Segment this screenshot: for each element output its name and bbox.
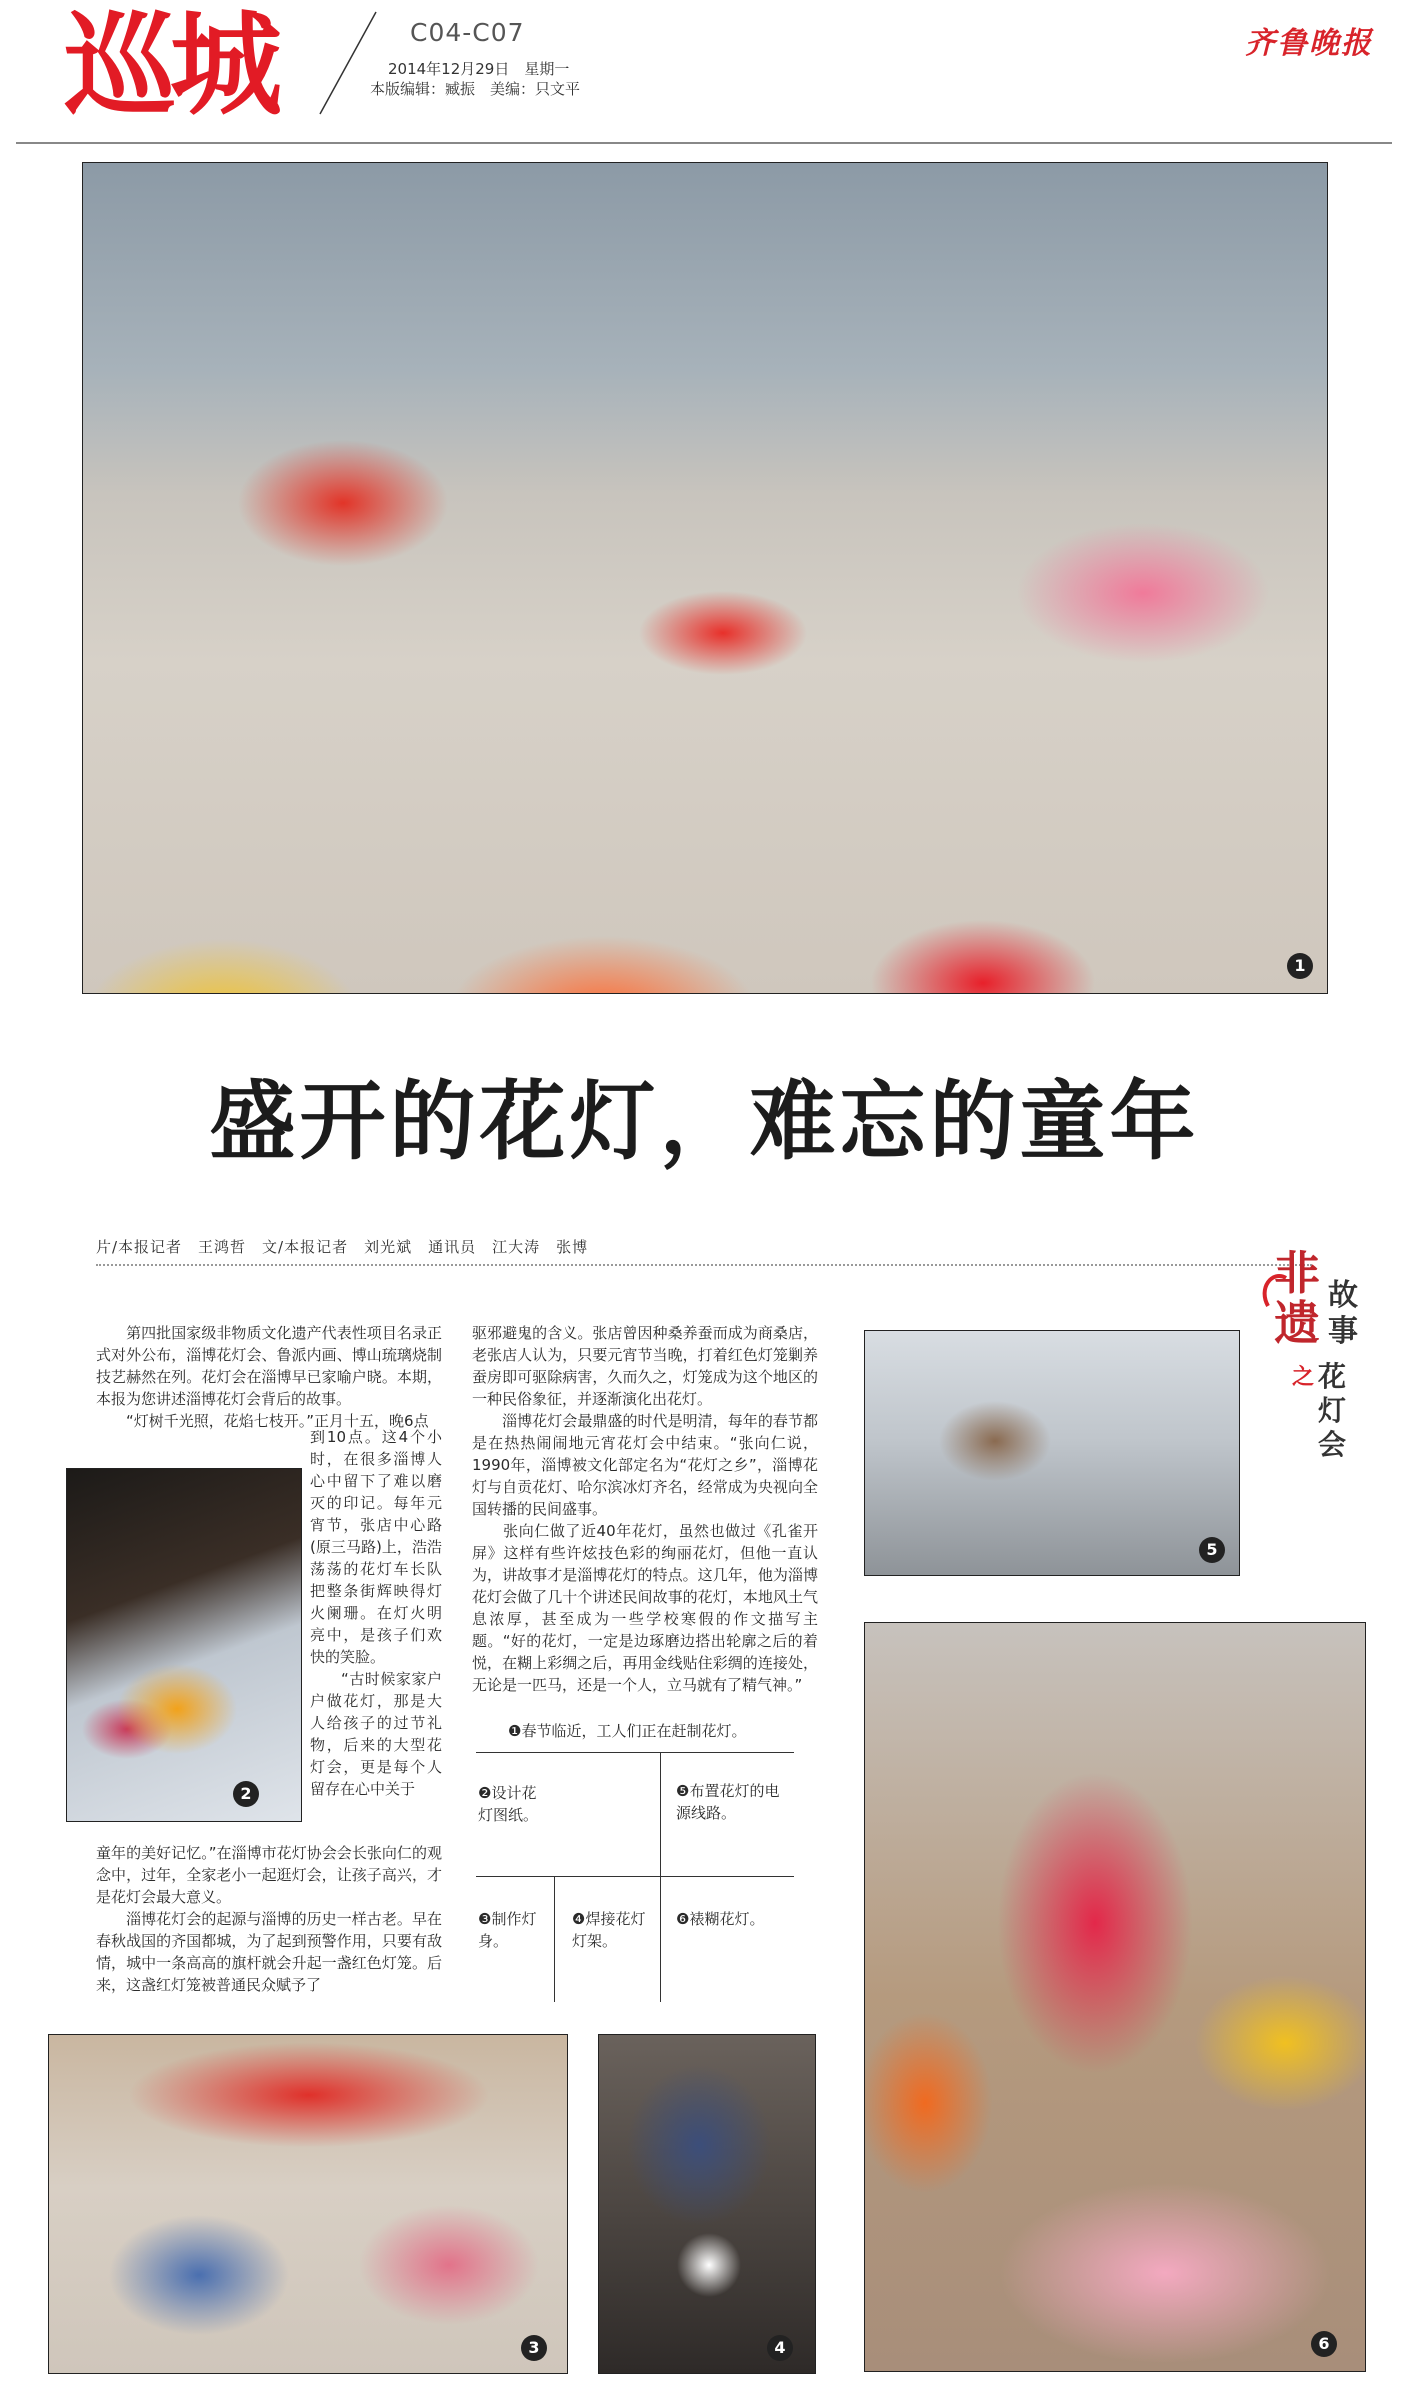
headline: 盛开的花灯，难忘的童年 — [209, 1072, 1200, 1172]
column-label-part1: 非遗 — [1274, 1246, 1320, 1350]
photo-welding-frame — [598, 2034, 816, 2374]
article-col2: 驱邪避鬼的含义。张店曾因种桑养蚕而成为商桑店，老张店人认为，只要元宵节当晚，打着红色灯笼剿养蚕房即可驱除病害，久而久之，灯笼成为这个地区的一种民俗象征，并逐渐演化出花灯。 淄博花灯会最鼎盛的时代是明清，每年的春节都是在热热闹闹地元宵花灯会中结束。“张向仁说，1990年，淄博被文化部定名为“花灯之乡”，淄博花灯与自贡花灯、哈尔滨冰灯齐名，经常成为央视向全国转播的民间盛事。 张向仁做了近40年花灯，虽然也做过《孔雀开屏》这样有些许炫技色彩的绚丽花灯，但他一直认为，讲故事才是淄博花灯的特点。这几年，他为淄博花灯会做了几十个讲述民间故事的花灯，本地风土气息浓厚，甚至成为一些学校寒假的作文描写主题。“好的花灯，一定是边琢磨边搭出轮廓之后的着悦，在糊上彩绸之后，再用金线贴住彩绸的连接处，无论是一匹马，还是一个人，立马就有了精气神。” — [472, 1324, 818, 1694]
photo-making-lantern-body — [48, 2034, 568, 2374]
photo-number-6: 6 — [1311, 2331, 1337, 2357]
caption-5: ❺布置花灯的电源线路。 — [676, 1782, 780, 1822]
caption-6: ❻裱糊花灯。 — [676, 1910, 765, 1928]
caption-grid-line — [476, 1876, 794, 1877]
photo-number-3: 3 — [521, 2335, 547, 2361]
photo-pasting-lantern — [864, 1622, 1366, 2372]
byline: 片/本报记者 王鸿哲 文/本报记者 刘光斌 通讯员 江大涛 张博 — [96, 1238, 589, 1256]
header-rule — [16, 142, 1392, 144]
column-label-part2: 故事 — [1328, 1278, 1358, 1349]
article-col1-wrap: 到10点。这4个小时，在很多淄博人心中留下了难以磨灭的印记。每年元宵节，张店中心路(原三马路)上，浩浩荡荡的花灯车长队把整条街辉映得灯火阑珊。在灯火明亮中，是孩子们欢快的笑脸。 “古时候家家户户做花灯，那是大人给孩子的过节礼物，后来的大型花灯会，更是每个人留存在心中关于 — [310, 1428, 442, 1798]
caption-3: ❸制作灯身。 — [478, 1910, 537, 1950]
page-range: C04-C07 — [410, 18, 525, 47]
column-label-part3: 之 — [1292, 1364, 1315, 1390]
issue-date: 2014年12月29日 星期一 — [388, 60, 570, 78]
section-title: 巡城 — [64, 1, 276, 131]
article-col1-top: 第四批国家级非物质文化遗产代表性项目名录正式对外公布，淄博花灯会、鲁派内画、博山琉璃烧制技艺赫然在列。花灯会在淄博早已家喻户晓。本期，本报为您讲述淄博花灯会背后的故事。 “灯树千光照，花焰七枝开。”正月十五，晚6点 — [96, 1324, 442, 1430]
column-label — [1256, 1248, 1376, 1548]
photo-wiring-lights — [864, 1330, 1240, 1576]
photo-number-2: 2 — [233, 1781, 259, 1807]
masthead-slash — [318, 8, 378, 118]
caption-grid — [476, 1752, 794, 2002]
byline-rule — [96, 1264, 1312, 1266]
photo-workshop-overview — [82, 162, 1328, 994]
editor-credit: 本版编辑：臧振 美编：只文平 — [370, 80, 581, 98]
caption-grid-line — [476, 1752, 794, 1753]
photo-number-1: 1 — [1287, 953, 1313, 979]
caption-grid-line — [660, 1752, 661, 2002]
caption-grid-line — [554, 1876, 555, 2002]
newspaper-logo: 齐鲁晚报 — [1245, 26, 1373, 61]
caption-4: ❹焊接花灯灯架。 — [572, 1910, 646, 1950]
photo-number-5: 5 — [1199, 1537, 1225, 1563]
photo-drawing-design — [66, 1468, 302, 1822]
caption-1: ❶春节临近，工人们正在赶制花灯。 — [508, 1722, 747, 1740]
caption-2: ❷设计花灯图纸。 — [478, 1784, 539, 1824]
article-col1-bottom: 童年的美好记忆。”在淄博市花灯协会会长张向仁的观念中，过年，全家老小一起逛灯会，让孩子高兴，才是花灯会最大意义。 淄博花灯会的起源与淄博的历史一样古老。早在春秋战国的齐国都城，为了起到预警作用，只要有敌情，城中一条高高的旗杆就会升起一盏红色灯笼。后来，这盏红灯笼被普通民众赋予了 — [96, 1844, 442, 1994]
photo-number-4: 4 — [767, 2335, 793, 2361]
column-label-part4: 花灯会 — [1318, 1360, 1347, 1461]
